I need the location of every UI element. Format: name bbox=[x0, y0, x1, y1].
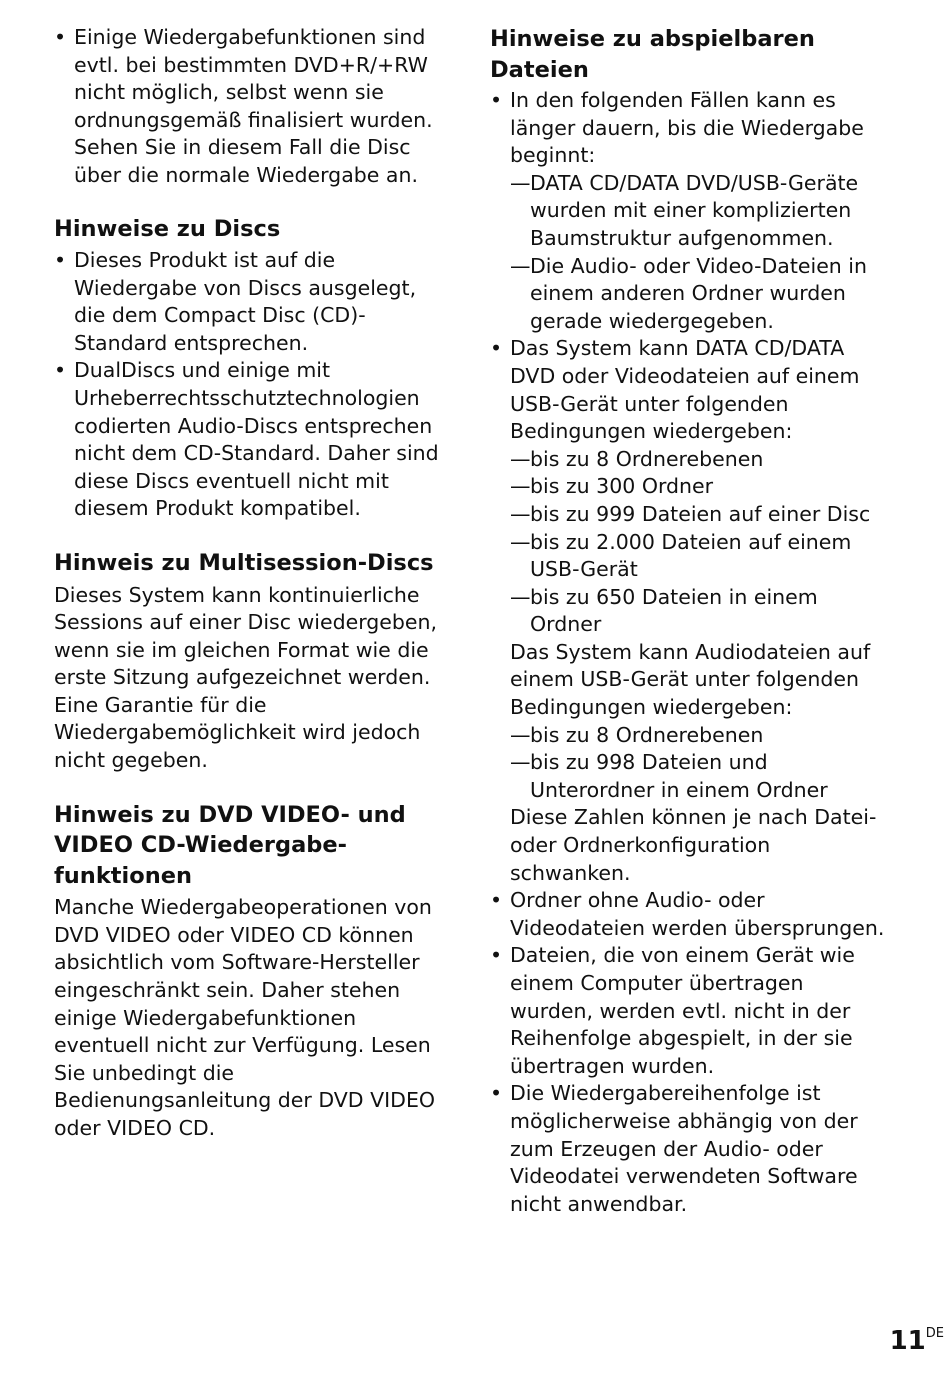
list-item-text: Diese Zahlen können je nach Datei- oder Ordnerkonfiguration schwanken. bbox=[510, 805, 877, 885]
right-column bbox=[490, 24, 890, 1218]
list-item: • Einige Wiedergabefunktionen sind evtl. bei bestimmten DVD+R/+RW nicht möglich, selbst wenn sie ordnungsgemäß finalisiert wurden. Sehen Sie in diesem Fall die Disc über die normale Wiedergabe an. bbox=[54, 24, 446, 190]
list-item: • Die Wiedergabereihenfolge ist möglicherweise abhängig von der zum Erzeugen der Audio- oder Videodatei verwendeten Software nicht anwendbar. bbox=[490, 1080, 890, 1218]
paragraph: Manche Wiedergabeoperationen von DVD VIDEO oder VIDEO CD können absichtlich vom Software-Hersteller eingeschränkt sein. Daher stehen einige Wiedergabefunktionen eventuell nicht zur Verfügung. Lesen Sie unbedingt die Bedienungsanleitung der DVD VIDEO oder VIDEO CD. bbox=[54, 895, 436, 1140]
paragraph: Dieses System kann kontinuierliche Sessions auf einer Disc wiedergeben, wenn sie im gleichen Format wie die erste Sitzung aufgezeichnet werden. Eine Garantie für die Wiedergabemöglichkeit wird jedoch nicht gegeben. bbox=[54, 582, 438, 773]
section-dvd-video bbox=[54, 800, 446, 1143]
section-heading: Hinweis zu Multisession-Discs bbox=[54, 550, 434, 576]
section-heading: Hinweise zu abspielbaren Dateien bbox=[490, 26, 815, 83]
list-item-text: • Das System kann DATA CD/DATA DVD oder Videodateien auf einem USB-Gerät unter folgenden Bedingungen wiedergeben: bbox=[510, 336, 860, 444]
list-item: • Ordner ohne Audio- oder Videodateien werden übersprungen. bbox=[490, 887, 890, 942]
dash-item: — bis zu 998 Dateien und Unterordner in einem Ordner bbox=[510, 749, 890, 804]
dash-item: — bis zu 8 Ordnerebenen bbox=[510, 722, 890, 750]
list-item: • Dieses Produkt ist auf die Wiedergabe von Discs ausgelegt, die dem Compact Disc (CD)-Standard entsprechen. bbox=[54, 247, 446, 357]
list-item: • DualDiscs und einige mit Urheberrechtsschutztechnologien codierten Audio-Discs entsprechen nicht dem CD-Standard. Daher sind diese Discs eventuell nicht mit diesem Produkt kompatibel. bbox=[54, 357, 446, 523]
dash-item: — bis zu 999 Dateien auf einer Disc bbox=[510, 501, 890, 529]
section-heading: Hinweis zu DVD VIDEO- und VIDEO CD-Wiedergabe-funktionen bbox=[54, 801, 406, 889]
page-number bbox=[890, 1326, 944, 1356]
list-item-text: • In den folgenden Fällen kann es länger dauern, bis die Wiedergabe beginnt: bbox=[510, 88, 864, 168]
language-code: DE bbox=[925, 1326, 944, 1341]
list-item-text: Das System kann Audiodateien auf einem USB-Gerät unter folgenden Bedingungen wiedergeben: bbox=[510, 639, 871, 720]
dash-item: — bis zu 300 Ordner bbox=[510, 473, 890, 501]
intro-bullet-list bbox=[54, 24, 446, 190]
section-discs bbox=[54, 214, 446, 523]
section-heading: Hinweise zu Discs bbox=[54, 215, 281, 242]
left-column bbox=[54, 24, 446, 1168]
dash-item: — bis zu 650 Dateien in einem Ordner bbox=[510, 584, 890, 639]
list-item: • Dateien, die von einem Gerät wie einem Computer übertragen wurden, werden evtl. nicht in der Reihenfolge abgespielt, in der sie übertragen wurden. bbox=[490, 942, 890, 1080]
page-number-value: 11 bbox=[889, 1326, 926, 1356]
dash-item: — DATA CD/DATA DVD/USB-Geräte wurden mit einer komplizierten Baumstruktur aufgenommen. bbox=[510, 170, 890, 253]
dash-item: — bis zu 8 Ordnerebenen bbox=[510, 446, 890, 474]
list-item bbox=[490, 335, 890, 887]
section-multisession bbox=[54, 548, 446, 775]
dash-item: — Die Audio- oder Video-Dateien in einem anderen Ordner wurden gerade wiedergegeben. bbox=[510, 253, 890, 336]
dash-item: — bis zu 2.000 Dateien auf einem USB-Gerät bbox=[510, 529, 890, 584]
list-item bbox=[490, 87, 890, 335]
